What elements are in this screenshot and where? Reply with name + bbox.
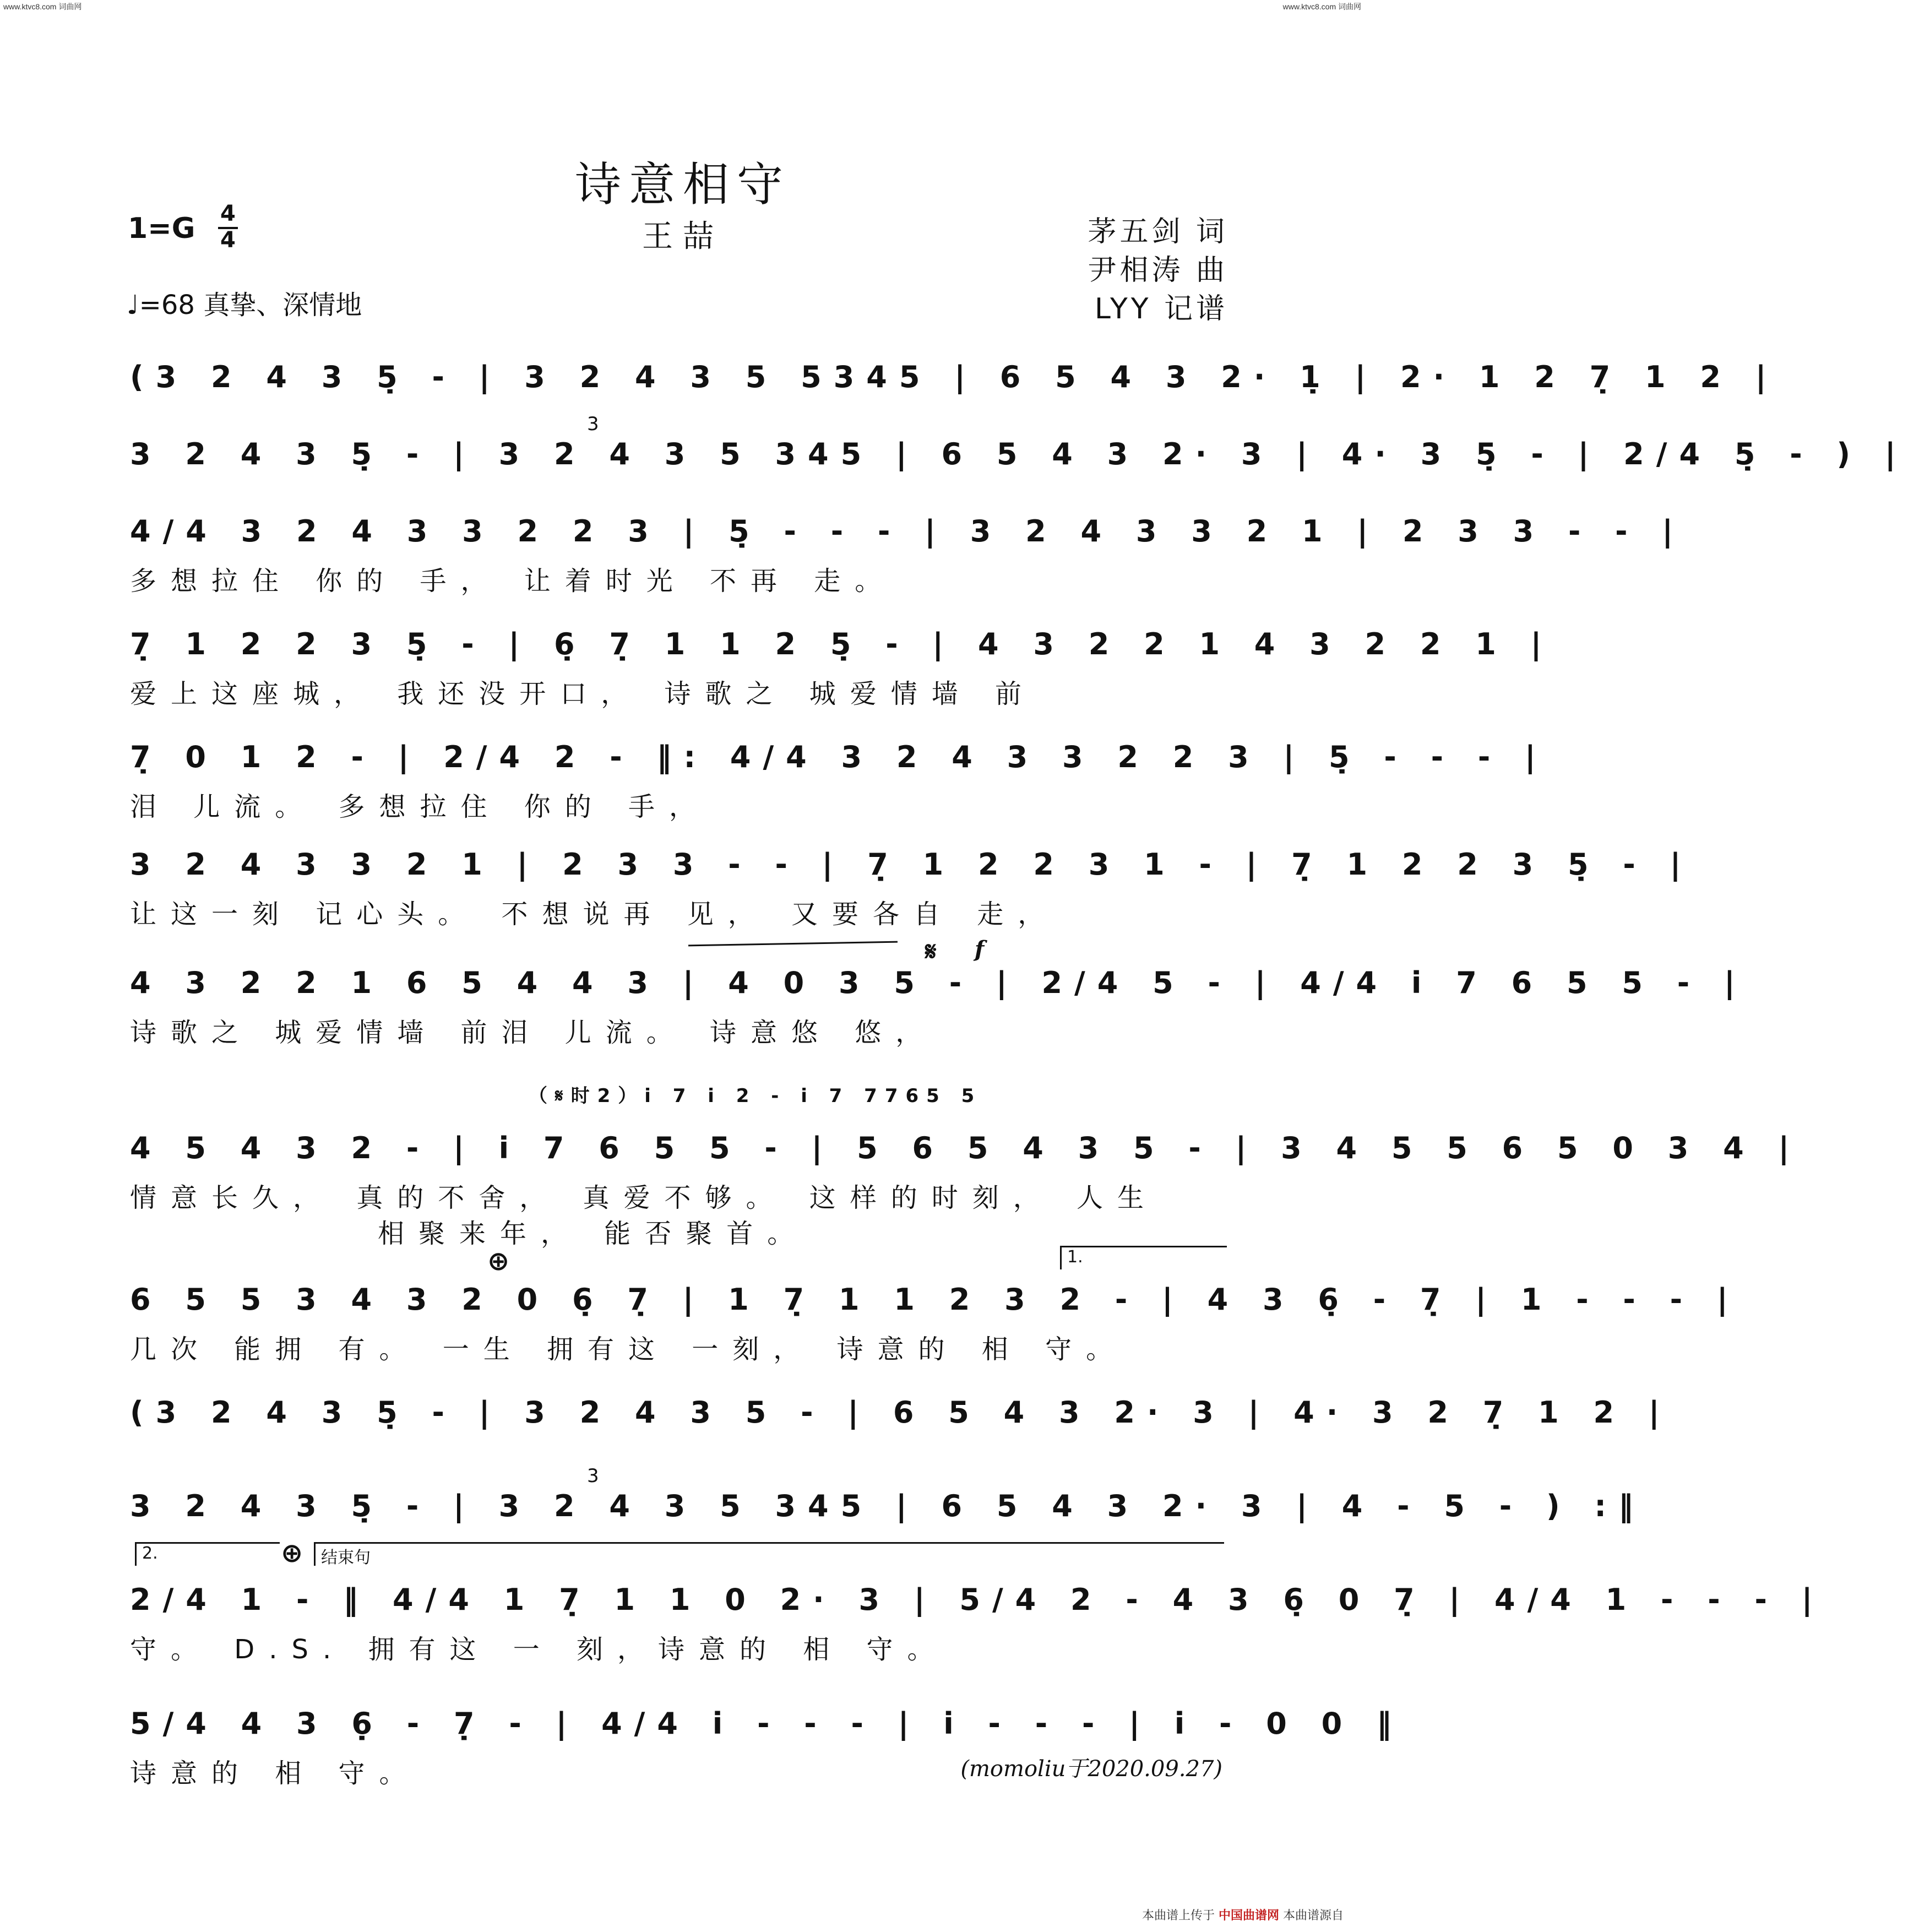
site-watermark-right: www.ktvc8.com 词曲网	[1282, 2, 1361, 11]
key-signature: 1=G	[128, 212, 195, 245]
row-lyric: 情意长久， 真的不舍， 真爱不够。 这样的时刻， 人生	[130, 1182, 1159, 1213]
row-notes: 4/4 3 2 4 3 3 2 2 3 | 5̣ - - - | 3 2 4 3 3 2 1 | 2 3 3 - - |	[130, 514, 1686, 549]
composer-credit: 尹相涛 曲	[1088, 254, 1228, 287]
footer-brand[interactable]: 中国曲谱网	[1218, 1909, 1279, 1923]
row-notes: 7̣ 0 1 2 - | 2/4 2 - ‖: 4/4 3 2 4 3 3 2 2 3 | 5̣ - - - |	[130, 740, 1548, 774]
time-signature-bottom: 4	[220, 227, 236, 253]
lyricist-credit: 茅五剑 词	[1088, 215, 1228, 248]
row-lyric: 多想拉住 你的 手， 让着时光 不再 走。	[130, 566, 896, 596]
score-row-9	[130, 1275, 1740, 1380]
row-lyric: 诗歌之 城爱情墙 前泪 儿流。 诗意悠 悠，	[130, 1017, 937, 1048]
score-row-11	[130, 1465, 1646, 1586]
row-lyric: 爱上这座城， 我还没开口， 诗歌之 城爱情墙 前	[130, 679, 1036, 709]
score-row-6	[130, 840, 1693, 945]
volta-first-ending: 1.	[1060, 1246, 1227, 1269]
coda-sign-2: ⊕	[281, 1538, 303, 1569]
row-lyric: 守。 D.S. 拥有这 一 刻，诗意的 相 守。	[130, 1634, 948, 1665]
triplet-mark: 3	[587, 413, 599, 435]
singer-name: 王喆	[642, 219, 724, 254]
triplet-mark: 3	[587, 1465, 599, 1487]
row-lyric: 几次 能拥 有。 一生 拥有这 一刻， 诗意的 相 守。	[130, 1334, 1127, 1365]
row-notes: 7̣ 1 2 2 3 5̣ - | 6̣ 7̣ 1 1 2 5̣ - | 4 3 2 2 1 4 3 2 2 1 |	[130, 627, 1554, 661]
row-lyric: 泪 儿流。 多想拉住 你的 手，	[130, 791, 710, 822]
segno-sign: 𝄋	[925, 936, 937, 967]
time-signature-top: 4	[220, 201, 236, 226]
row-notes: 4 3 2 2 1 6 5 4 4 3 | 4 0 3 5 - | 2/4 5 - | 4/4 i 7 6 5 5 - |	[130, 965, 1747, 1000]
transcriber-credit: LYY 记谱	[1094, 292, 1228, 325]
segno-alternate-notes: （𝄋时2）i 7 i 2 - i 7 7765 5	[529, 1085, 982, 1107]
coda-sign: ⊕	[487, 1246, 510, 1277]
volta-second-ending: 2.	[135, 1542, 280, 1566]
score-row-4	[130, 620, 1554, 724]
footer-suffix: 本曲谱源自	[1282, 1909, 1344, 1923]
row-notes: (3 2 4 3 5̣ - | 3 2 4 3 5 - | 6 5 4 3 2· 3 | 4· 3 2 7̣ 1 2 |	[130, 1395, 1672, 1430]
song-title: 诗意相守	[574, 158, 791, 211]
ending-bracket: 结束句	[314, 1542, 1224, 1566]
row-notes: (3 2 4 3 5̣ - | 3 2 4 3 5 5345 | 6 5 4 3 2· 1̣ | 2· 1 2 7̣ 1 2 |	[130, 360, 1779, 394]
footer-prefix: 本曲谱上传于	[1141, 1909, 1215, 1923]
row-notes: 3 2 4 3 3 2 1 | 2 3 3 - - | 7̣ 1 2 2 3 1 - | 7̣ 1 2 2 3 5̣ - |	[130, 847, 1693, 882]
row-lyric: 让这一刻 记心头。 不想说再 见， 又要各自 走，	[130, 899, 1059, 930]
row-notes: 3 2 4 3 5̣ - | 3 2 4 3 5 345 | 6 5 4 3 2· 3 | 4· 3 5̣ - | 2/4 5̣ - ) |	[130, 437, 1908, 471]
tempo-marking: ♩=68 真挚、深情地	[127, 290, 362, 321]
score-row-5	[130, 732, 1548, 837]
score-row-8	[130, 1124, 1802, 1249]
row-notes: 6 5 5 3 4 3 2 0 6̣ 7̣ | 1 7̣ 1 1 2 3 2 - | 4 3 6̣ - 7̣ | 1 - - - |	[130, 1282, 1740, 1317]
score-row-12	[130, 1575, 1825, 1680]
row-lyric: 诗意的 相 守。	[130, 1758, 420, 1789]
site-watermark-left: www.ktvc8.com 词曲网	[3, 2, 82, 11]
page-footer	[1142, 1906, 1344, 1923]
score-row-7	[130, 958, 1747, 1063]
row-notes: 5/4 4 3 6̣ - 7̣ - | 4/4 i - - - | i - - - | i - 0 0 ‖	[130, 1706, 1404, 1741]
score-row-10	[130, 1388, 1672, 1493]
score-row-3	[130, 507, 1686, 611]
row-lyric-alt: 相聚来年， 能否聚首。	[378, 1218, 808, 1249]
dynamic-forte: f	[975, 936, 985, 962]
row-notes: 3 2 4 3 5̣ - | 3 2 4 3 5 345 | 6 5 4 3 2· 3 | 4 - 5 - ) :‖	[130, 1489, 1646, 1523]
transcription-signature: (momoliu于2020.09.27)	[960, 1756, 1222, 1782]
row-notes: 4 5 4 3 2 - | i 7 6 5 5 - | 5 6 5 4 3 5 - | 3 4 5 5 6 5 0 3 4 |	[130, 1131, 1802, 1165]
row-notes: 2/4 1 - ‖ 4/4 1 7̣ 1 1 0 2· 3 | 5/4 2 - 4 3 6̣ 0 7̣ | 4/4 1 - - - |	[130, 1582, 1825, 1617]
